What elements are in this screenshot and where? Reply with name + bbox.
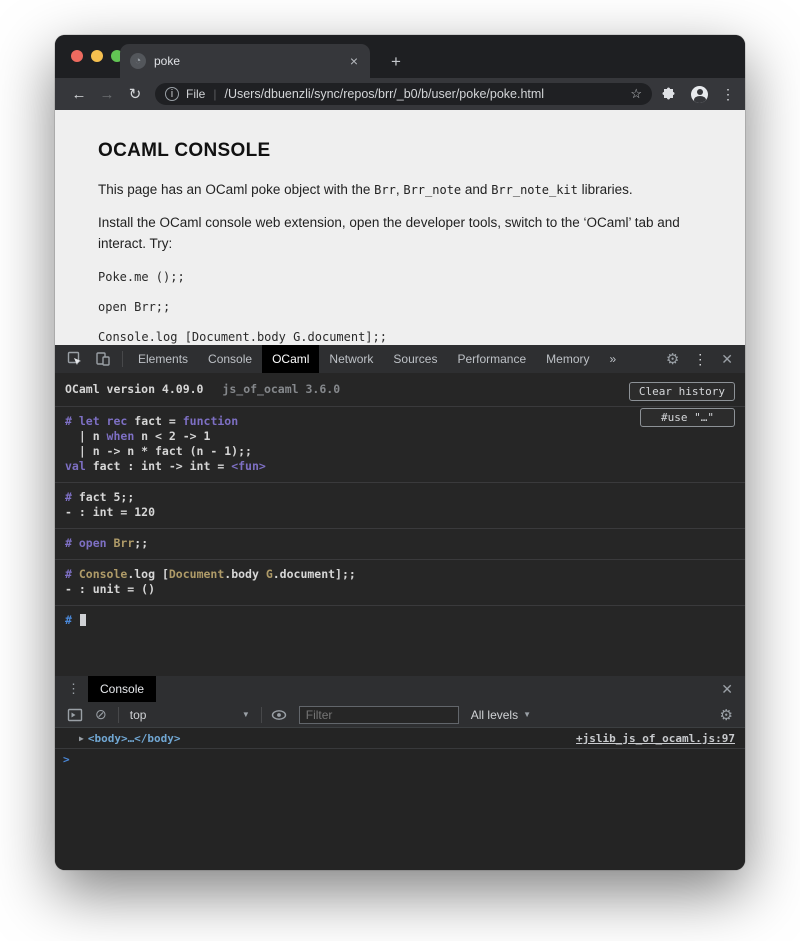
- drawer-tab-console[interactable]: Console: [88, 676, 156, 702]
- code-token: val: [65, 459, 86, 473]
- ocaml-version: OCaml version 4.09.0: [65, 382, 204, 396]
- devtools-controls: [666, 350, 733, 368]
- drawer-close-icon[interactable]: ✕: [721, 680, 733, 697]
- page-title: OCAML CONSOLE: [98, 140, 271, 161]
- forward-icon[interactable]: →: [99, 85, 115, 103]
- console-log-row[interactable]: [55, 728, 745, 749]
- clear-console-icon[interactable]: ⊘: [95, 706, 107, 722]
- repl-line: [65, 567, 735, 582]
- code-token: | n: [65, 429, 107, 443]
- instructions-paragraph: Install the OCaml console web extension, open the developer tools, switch to the ‘OCaml’ tab and interact. Try:: [98, 215, 680, 251]
- repl-line: [65, 429, 735, 444]
- console-output: [55, 728, 745, 870]
- repl-line: [65, 505, 735, 520]
- live-expression-eye-icon[interactable]: [271, 707, 287, 723]
- console-sidebar-toggle-icon[interactable]: [67, 707, 83, 723]
- expand-triangle-icon[interactable]: ▶: [79, 733, 84, 743]
- url-text[interactable]: /Users/dbuenzli/sync/repos/brr/_b0/b/user/poke/poke.html: [224, 87, 545, 101]
- code-token: fact : int -> int =: [85, 459, 232, 473]
- code-token: [80, 614, 86, 626]
- code-token: This page has an OCaml poke object with the: [98, 182, 375, 197]
- log-levels-value: All levels: [470, 707, 519, 722]
- code-token: n < 2 -> 1: [134, 429, 211, 443]
- extensions-puzzle-icon[interactable]: [662, 86, 678, 102]
- profile-avatar[interactable]: [691, 86, 708, 103]
- devtools-tab-[interactable]: »: [609, 352, 617, 366]
- log-levels-selector[interactable]: [471, 708, 531, 722]
- toolbar-right: [662, 86, 735, 103]
- code-token: - : int = 120: [65, 505, 156, 519]
- url-separator: |: [213, 87, 217, 101]
- example-code-line: open Brr;;: [98, 299, 171, 314]
- repl-line: [65, 536, 735, 551]
- url-scheme-label: File: [186, 87, 206, 101]
- code-token: ,: [395, 182, 404, 197]
- devtools-close-icon[interactable]: ✕: [721, 350, 733, 367]
- devtools-tab-memory[interactable]: Memory: [546, 352, 590, 366]
- browser-tab[interactable]: [120, 44, 370, 78]
- devtools-tab-list: [128, 345, 626, 373]
- repl-entry: [55, 483, 745, 529]
- context-selector[interactable]: [130, 708, 250, 722]
- example-code-line: Poke.me ();;: [98, 269, 185, 284]
- code-token: open: [78, 536, 107, 550]
- use-file-button[interactable]: #use "…": [640, 408, 735, 427]
- devtools-menu-icon[interactable]: ⋮: [693, 350, 708, 367]
- devtools-tab-network[interactable]: Network: [329, 352, 374, 366]
- repl-buttons: [629, 382, 735, 427]
- new-tab-button[interactable]: +: [391, 52, 401, 71]
- repl-history[interactable]: [55, 407, 745, 636]
- code-token: Console: [78, 567, 128, 581]
- repl-line: [65, 582, 735, 597]
- repl-line: [65, 490, 735, 505]
- code-token: Brr: [374, 183, 396, 197]
- repl-line: [65, 459, 735, 474]
- console-filter-input[interactable]: [299, 706, 459, 724]
- divider: [118, 707, 119, 723]
- devtools-tab-elements[interactable]: Elements: [138, 352, 189, 366]
- tab-close-icon[interactable]: ×: [349, 53, 358, 69]
- console-toolbar: [55, 702, 745, 728]
- chevron-down-icon: ▼: [241, 710, 250, 719]
- code-token: #: [65, 567, 79, 581]
- repl-entry: [55, 529, 745, 560]
- context-value: top: [129, 707, 147, 722]
- code-token: G: [265, 567, 273, 581]
- devtools-tab-sources[interactable]: Sources: [393, 352, 438, 366]
- code-token: Document: [168, 567, 225, 581]
- code-token: when: [106, 429, 135, 443]
- code-token: <fun>: [231, 459, 266, 473]
- code-token: #: [65, 613, 79, 627]
- traffic-lights: [71, 50, 123, 62]
- code-token: and: [461, 182, 492, 197]
- close-window-button[interactable]: [71, 50, 83, 62]
- device-toolbar-icon[interactable]: [95, 351, 111, 367]
- console-settings-icon[interactable]: ⚙: [719, 705, 733, 724]
- reload-icon[interactable]: ↻: [128, 86, 142, 103]
- code-token: #: [65, 490, 79, 504]
- inspect-element-icon[interactable]: [67, 351, 83, 367]
- code-token: .body: [224, 567, 266, 581]
- ocaml-console-panel: [55, 373, 745, 676]
- code-token: fact 5;;: [78, 490, 135, 504]
- code-token: .log [: [127, 567, 169, 581]
- code-token: Brr_note_kit: [491, 183, 578, 197]
- console-prompt-chevron: >: [63, 753, 70, 766]
- drawer-tabbar: [55, 676, 745, 702]
- devtools-tab-ocaml[interactable]: OCaml: [262, 345, 319, 373]
- code-token: fact: [134, 414, 162, 428]
- tab-favicon-icon: ◔: [130, 53, 146, 69]
- chrome-menu-icon[interactable]: ⋮: [721, 85, 735, 102]
- devtools-tab-performance[interactable]: Performance: [457, 352, 527, 366]
- bookmark-star-icon[interactable]: ☆: [630, 86, 642, 101]
- source-location-link[interactable]: +jslib_js_of_ocaml.js:97: [576, 731, 735, 745]
- example-code-line: Console.log [Document.body G.document];;: [98, 329, 387, 344]
- code-token: =: [161, 414, 183, 428]
- code-token: - : unit = (): [65, 582, 156, 596]
- clear-history-button[interactable]: Clear history: [629, 382, 735, 401]
- console-prompt-row[interactable]: [55, 749, 745, 770]
- repl-line: [65, 444, 735, 459]
- titlebar: [55, 35, 745, 78]
- intro-paragraph: [98, 180, 702, 200]
- code-token: function: [182, 414, 239, 428]
- jsoo-version: js_of_ocaml 3.6.0: [222, 382, 341, 396]
- minimize-window-button[interactable]: [91, 50, 103, 62]
- code-token: | n -> n * fact (n - 1);;: [65, 444, 252, 458]
- divider: [261, 707, 262, 723]
- code-token: let rec: [78, 414, 128, 428]
- code-token: .document];;: [272, 567, 356, 581]
- code-token: #: [65, 414, 79, 428]
- devtools-tabbar: [55, 345, 745, 373]
- logged-dom-node[interactable]: <body>…</body>: [87, 731, 181, 745]
- repl-line: [65, 613, 735, 628]
- code-token: libraries.: [577, 182, 633, 197]
- repl-entry: [55, 560, 745, 606]
- chevron-down-icon: ▼: [523, 710, 532, 719]
- address-bar[interactable]: [155, 83, 652, 105]
- devtools-tab-console[interactable]: Console: [208, 352, 253, 366]
- example-code-block: [98, 270, 702, 344]
- code-token: ;;: [134, 536, 149, 550]
- devtools-settings-icon[interactable]: ⚙: [665, 350, 680, 368]
- browser-toolbar: [55, 78, 745, 110]
- code-token: #: [65, 536, 79, 550]
- divider: [122, 351, 123, 367]
- drawer-menu-icon[interactable]: ⋮: [67, 681, 80, 696]
- code-token: [107, 536, 114, 550]
- code-token: Brr_note: [403, 183, 462, 197]
- tab-title: poke: [154, 54, 181, 68]
- page-content: [55, 110, 745, 345]
- page-info-icon[interactable]: i: [165, 87, 179, 101]
- repl-entry: [55, 606, 745, 636]
- browser-window: [55, 35, 745, 870]
- code-token: Brr: [113, 536, 135, 550]
- back-icon[interactable]: ←: [71, 85, 87, 103]
